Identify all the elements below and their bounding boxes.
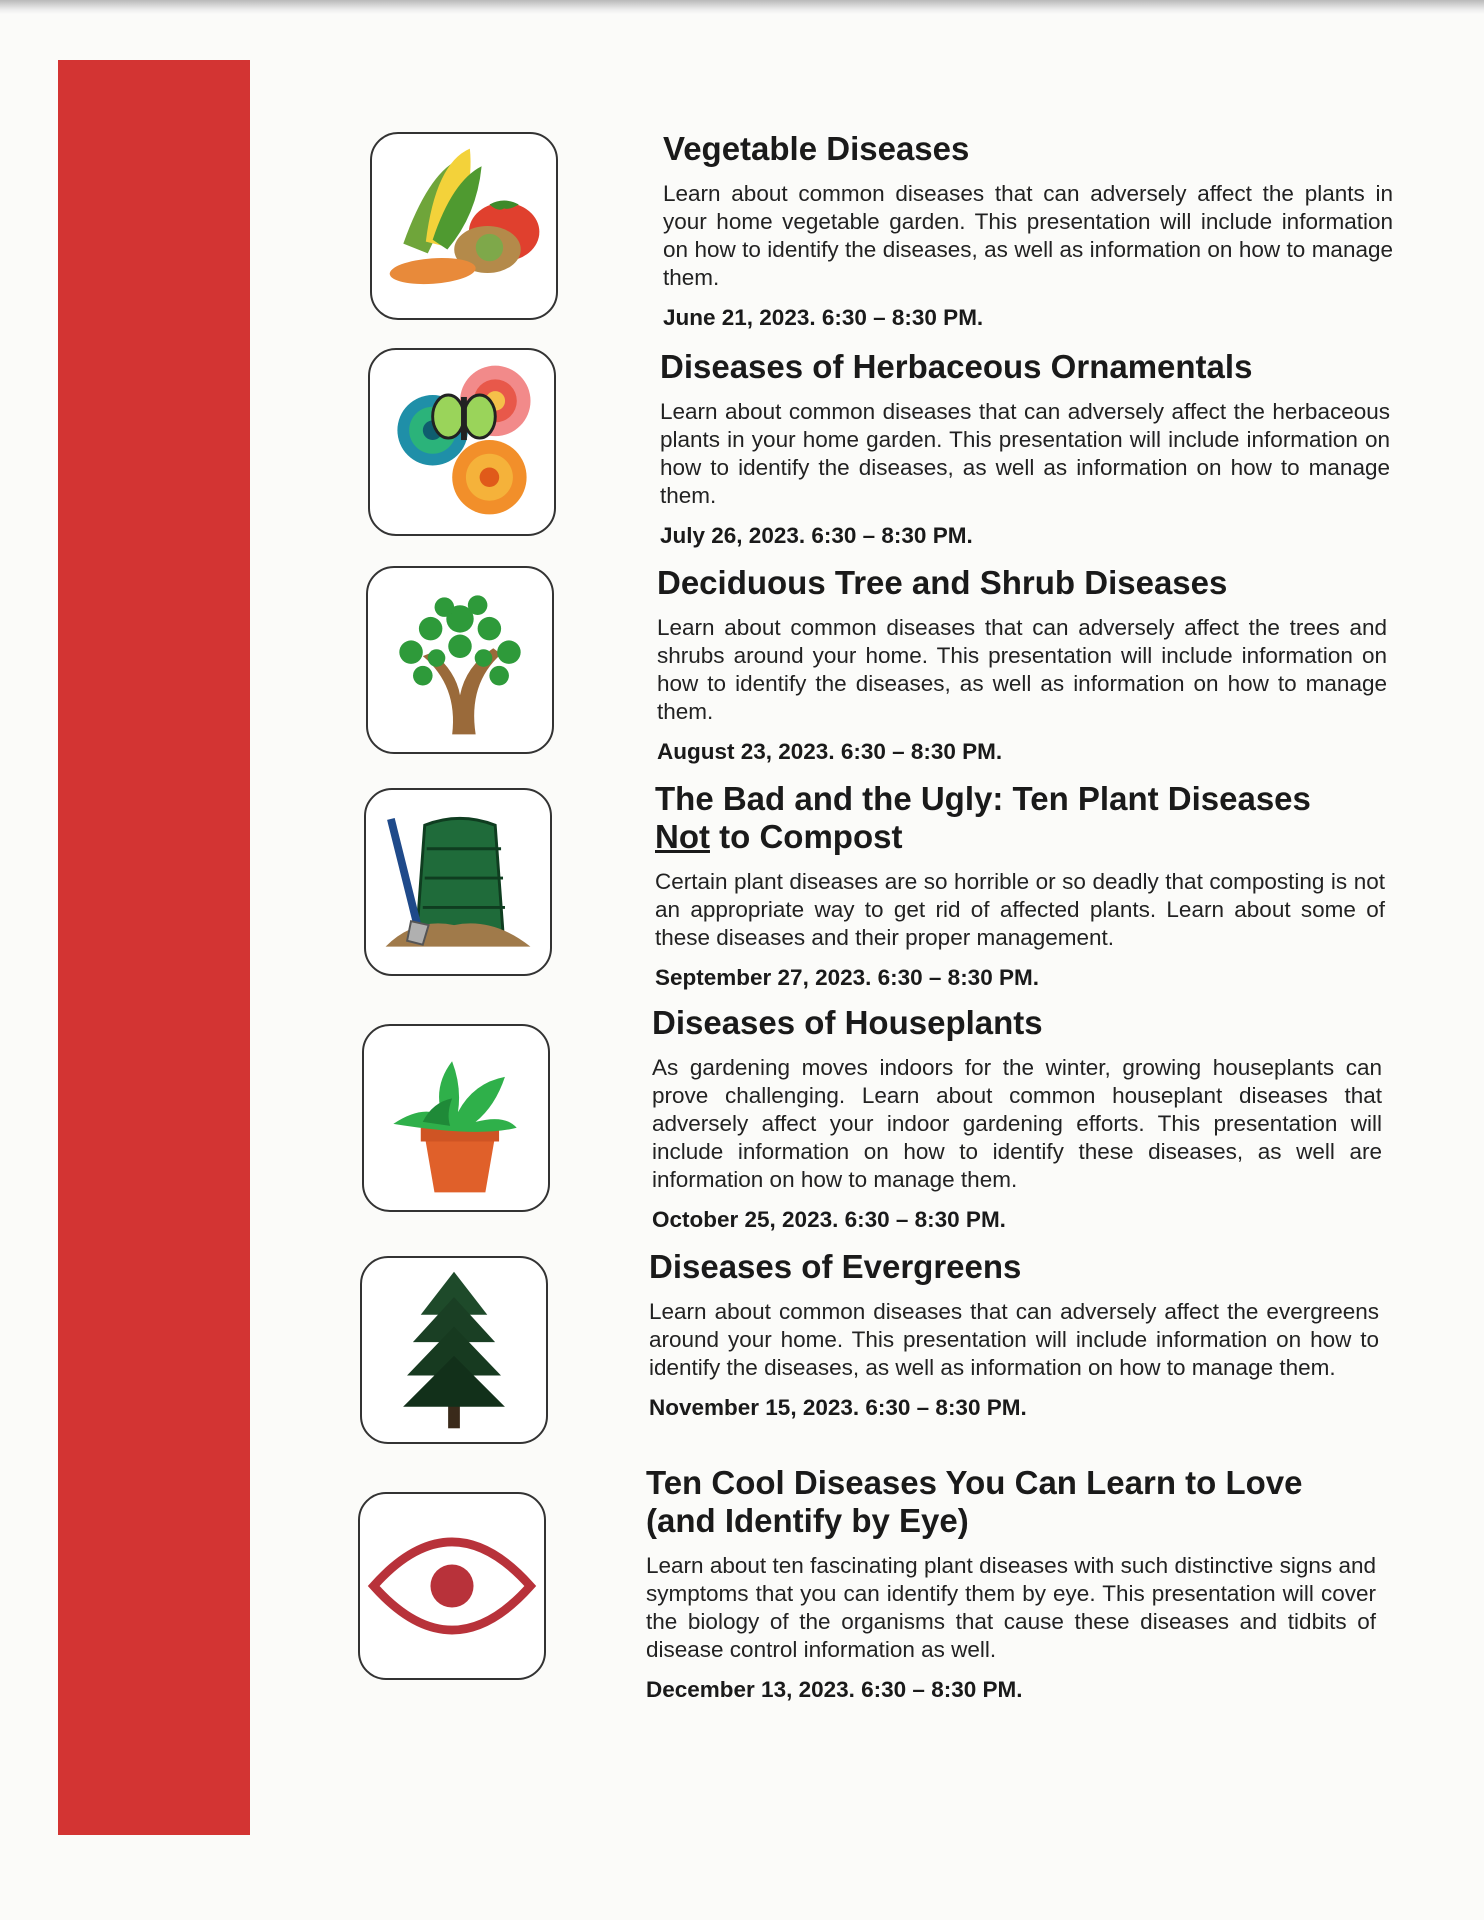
vegetables-icon xyxy=(370,132,558,320)
event-title xyxy=(655,780,1385,856)
event-houseplants xyxy=(652,1004,1382,1234)
scan-edge xyxy=(0,0,1484,14)
event-vegetable-diseases xyxy=(663,130,1393,332)
event-description: Learn about common diseases that can adversely affect the herbaceous plants in your home garden. This presentation will include information on how to identify the diseases, as well as information on how to manage them. xyxy=(660,399,1390,508)
event-description: Learn about common diseases that can adversely affect the trees and shrubs around your home. This presentation will include information on how to identify the diseases, as well as information on how to manage them. xyxy=(657,615,1387,724)
event-title: Deciduous Tree and Shrub Diseases xyxy=(657,564,1228,601)
event-title xyxy=(646,1464,1376,1540)
event-description: Learn about ten fascinating plant diseases with such distinctive signs and symptoms that you can identify them by eye. This presentation will cover the biology of the organisms that cause these diseases and tidbits of disease control information as well. xyxy=(646,1553,1376,1662)
event-title-line1: Ten Cool Diseases You Can Learn to Love xyxy=(646,1464,1303,1501)
evergreen-tree-icon xyxy=(360,1256,548,1444)
event-deciduous-tree-shrub xyxy=(657,564,1387,766)
event-title: Diseases of Evergreens xyxy=(649,1248,1022,1285)
event-description: Learn about common diseases that can adversely affect the evergreens around your home. This presentation will include information on how to identify the diseases, as well as information on how to manage them. xyxy=(649,1299,1379,1380)
event-ten-cool-diseases xyxy=(646,1464,1376,1704)
eye-icon xyxy=(358,1492,546,1680)
event-herbaceous-ornamentals xyxy=(660,348,1390,550)
event-title-underlined: Not xyxy=(655,818,710,855)
event-title-line2: (and Identify by Eye) xyxy=(646,1502,969,1539)
event-title: Vegetable Diseases xyxy=(663,130,970,167)
event-date: October 25, 2023. 6:30 – 8:30 PM. xyxy=(652,1207,1006,1232)
potted-houseplant-icon xyxy=(362,1024,550,1212)
flowers-butterfly-icon xyxy=(368,348,556,536)
event-date: September 27, 2023. 6:30 – 8:30 PM. xyxy=(655,965,1039,990)
event-description: Learn about common diseases that can adversely affect the plants in your home vegetable garden. This presentation will include information on how to identify the diseases, as well as information on how to manage them. xyxy=(663,181,1393,290)
event-description: As gardening moves indoors for the winter, growing houseplants can prove challenging. Learn about common houseplant diseases that adversely affect your indoor gardening efforts. This presentation will include information on how to identify these diseases, as well are information on how to manage them. xyxy=(652,1055,1382,1192)
event-date: December 13, 2023. 6:30 – 8:30 PM. xyxy=(646,1677,1023,1702)
event-title-line1: The Bad and the Ugly: Ten Plant Diseases xyxy=(655,780,1311,817)
red-side-bar xyxy=(58,60,250,1835)
event-date: July 26, 2023. 6:30 – 8:30 PM. xyxy=(660,523,973,548)
deciduous-tree-icon xyxy=(366,566,554,754)
event-date: November 15, 2023. 6:30 – 8:30 PM. xyxy=(649,1395,1027,1420)
event-evergreens xyxy=(649,1248,1379,1422)
event-bad-and-ugly xyxy=(655,780,1385,992)
event-title-line2: to Compost xyxy=(709,818,903,855)
event-title: Diseases of Houseplants xyxy=(652,1004,1043,1041)
compost-bin-shovel-icon xyxy=(364,788,552,976)
event-date: August 23, 2023. 6:30 – 8:30 PM. xyxy=(657,739,1003,764)
event-date: June 21, 2023. 6:30 – 8:30 PM. xyxy=(663,305,984,330)
event-description: Certain plant diseases are so horrible or so deadly that composting is not an appropriate way to get rid of affected plants. Learn about some of these diseases and their proper management. xyxy=(655,869,1385,950)
event-title: Diseases of Herbaceous Ornamentals xyxy=(660,348,1253,385)
